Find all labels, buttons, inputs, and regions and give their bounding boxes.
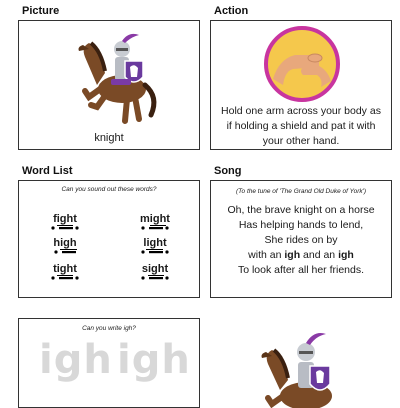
grapheme-underline: igh <box>56 213 74 225</box>
song-line: with an igh and an igh <box>248 249 354 261</box>
sound-buttons <box>125 226 185 230</box>
action-panel <box>210 20 392 150</box>
grapheme-underline: igh <box>149 213 167 225</box>
word-list-prompt: Can you sound out these words? <box>61 186 157 193</box>
word-item <box>125 213 185 230</box>
action-heading: Action <box>214 5 249 17</box>
grapheme-underline: igh <box>147 263 165 275</box>
word-item <box>35 263 95 280</box>
word-item <box>35 237 95 254</box>
sound-buttons <box>35 276 95 280</box>
word-text: fight <box>53 213 77 225</box>
action-text: Hold one arm across your body as if holding a shield and pat it with your other hand. <box>221 105 381 147</box>
word-item <box>35 213 95 230</box>
grapheme-underline: igh <box>60 237 77 249</box>
sound-buttons <box>35 250 95 254</box>
grapheme-underline: igh <box>56 263 74 275</box>
song-panel <box>210 180 392 298</box>
word-text: light <box>143 237 167 249</box>
sound-buttons <box>125 250 185 254</box>
grapheme-highlight: igh <box>338 249 354 261</box>
grapheme-underline: igh <box>146 237 163 249</box>
picture-caption: knight <box>94 132 124 144</box>
write-prompt: Can you write igh? <box>82 325 136 332</box>
word-item <box>125 263 185 280</box>
word-item <box>125 237 185 254</box>
word-text: might <box>140 213 170 225</box>
song-heading: Song <box>214 165 242 177</box>
picture-panel <box>18 20 200 150</box>
song-line: Oh, the brave knight on a horse <box>227 204 375 216</box>
sound-buttons <box>35 226 95 230</box>
trace-text: igh <box>117 337 191 383</box>
word-list-panel <box>18 180 200 298</box>
write-panel <box>18 318 200 408</box>
sound-buttons <box>125 276 185 280</box>
word-text: sight <box>141 263 169 275</box>
song-lyrics <box>215 203 387 278</box>
trace-text: igh <box>39 337 113 383</box>
song-line: Has helping hands to lend, <box>238 219 364 231</box>
knight-on-horse-image <box>67 27 167 127</box>
song-subtitle: (To the tune of 'The Grand Old Duke of York') <box>235 188 367 195</box>
word-text: tight <box>53 263 77 275</box>
grapheme-highlight: igh <box>284 249 301 261</box>
word-text: high <box>53 237 77 249</box>
knight-on-horse-image <box>246 318 356 408</box>
arm-pat-illustration <box>263 25 341 103</box>
song-line: To look after all her friends. <box>237 264 365 276</box>
song-line: She rides on by <box>264 234 338 246</box>
picture-heading: Picture <box>22 5 60 17</box>
word-list-heading: Word List <box>22 165 73 177</box>
